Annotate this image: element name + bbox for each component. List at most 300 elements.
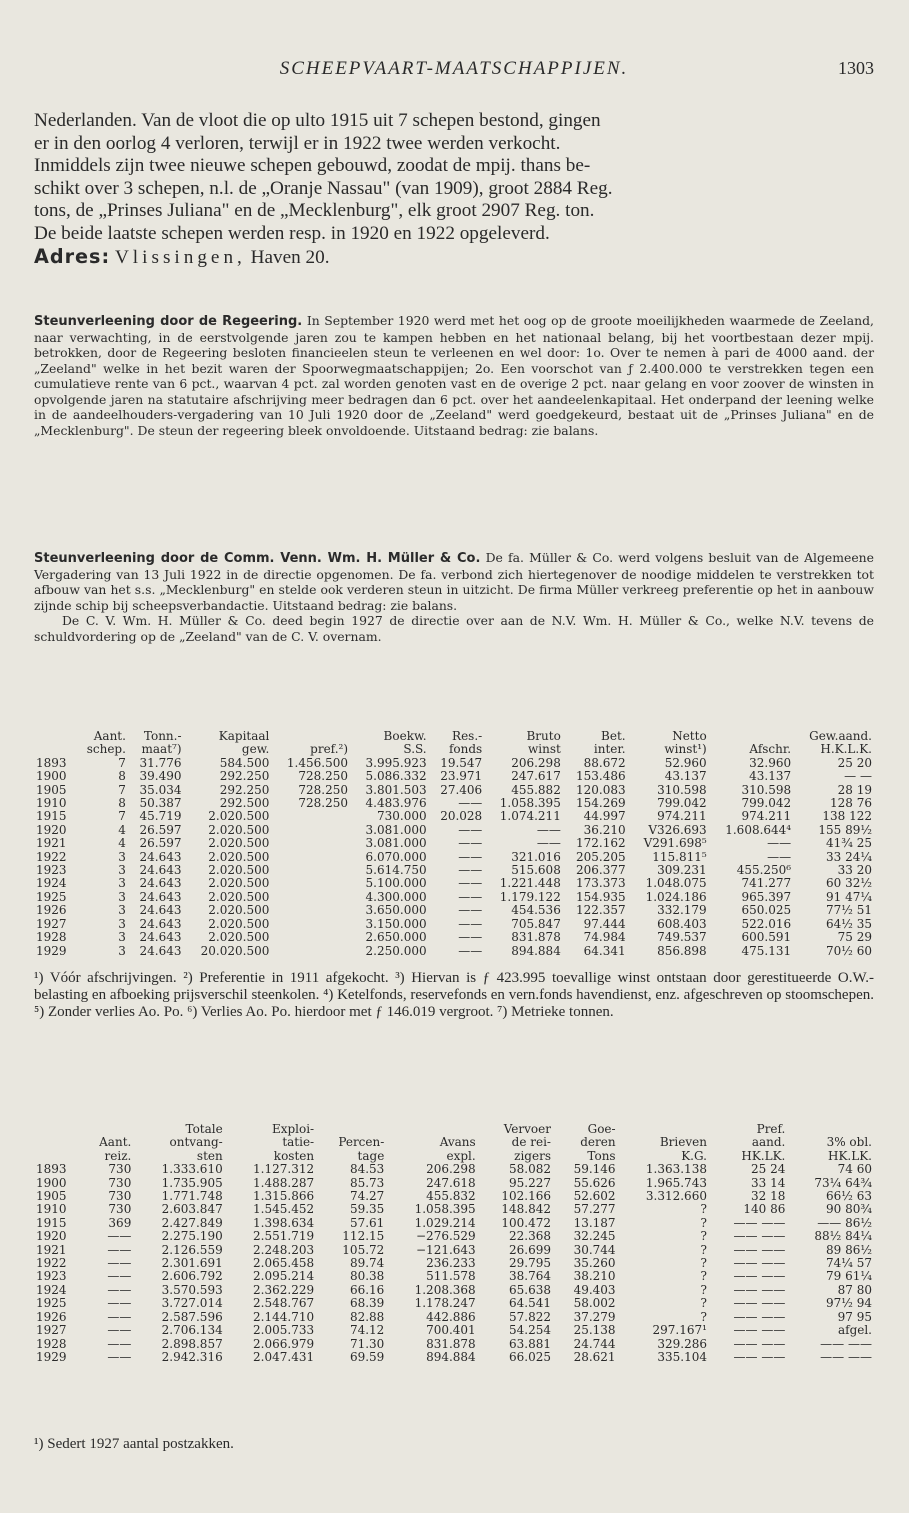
column-header: ontvang- (169, 1135, 223, 1150)
table-cell: 1.608.644⁴ (725, 822, 792, 837)
column-header (386, 1123, 477, 1136)
row-year: 1927 (36, 1323, 67, 1338)
table-cell: 122.357 (575, 903, 626, 918)
table-cell: 1.058.395 (499, 796, 561, 811)
table-cell: 26.597 (139, 822, 182, 837)
table-cell: 3 (118, 889, 126, 904)
table-cell: 33 24¼ (826, 849, 872, 864)
table-cell: 515.608 (511, 863, 561, 878)
table-cell: 5.614.750 (365, 863, 427, 878)
table-cell: —— (107, 1323, 132, 1338)
table-cell: 35.034 (139, 782, 182, 797)
table-cell: 64.541 (508, 1296, 551, 1311)
column-header: HK.LK. (828, 1148, 872, 1163)
table-cell: 965.397 (741, 889, 792, 904)
table-cell (271, 891, 350, 904)
table-cell: 89 86½ (826, 1242, 872, 1257)
row-year: 1905 (36, 1189, 67, 1204)
table-cell: 24.643 (139, 930, 182, 945)
table-cell: —— (107, 1349, 132, 1364)
table-header-row (34, 743, 874, 756)
table-cell: 2.362.229 (253, 1282, 315, 1297)
table-cell: 95.227 (508, 1175, 551, 1190)
table-cell: 1.965.743 (645, 1175, 707, 1190)
table-cell: 74.12 (349, 1323, 385, 1338)
table-cell: 1.029.214 (414, 1215, 476, 1230)
table-cell: 600.591 (741, 930, 792, 945)
table-cell: 292.250 (219, 782, 270, 797)
table-cell: 894.884 (511, 943, 561, 958)
table-cell: ? (700, 1215, 707, 1230)
column-header (34, 1150, 83, 1163)
table-cell: 2.020.500 (208, 809, 270, 824)
column-header: tatie- (282, 1135, 315, 1150)
intro-line: Nederlanden. Van de vloot die op ulto 1915 uit 7 schepen bestond, gingen (34, 110, 601, 131)
row-year: 1900 (36, 769, 67, 784)
column-header: Kapitaal (218, 729, 270, 743)
table-cell: 91 47¼ (826, 889, 872, 904)
table-cell: 894.884 (426, 1349, 476, 1364)
table-cell: ? (700, 1269, 707, 1284)
table-cell (271, 904, 350, 917)
table-cell: —— (107, 1256, 132, 1271)
section-steun-regeering (34, 313, 874, 438)
table-cell: 1.545.452 (253, 1202, 315, 1217)
table-cell: —— (458, 916, 483, 931)
table-cell: 1.179.122 (499, 889, 561, 904)
table-cell: 1.771.748 (161, 1189, 223, 1204)
table-cell: 2.020.500 (208, 889, 270, 904)
table-cell: 64.341 (583, 943, 626, 958)
table-cell: 2.020.500 (208, 822, 270, 837)
table-cell: ? (700, 1202, 707, 1217)
column-header (709, 730, 793, 743)
table-cell: 84.53 (349, 1162, 385, 1177)
row-year: 1927 (36, 916, 67, 931)
row-year: 1928 (36, 1336, 67, 1351)
table-cell: 730 (108, 1162, 132, 1177)
table-cell: 59.146 (573, 1162, 616, 1177)
table-cell: 2.250.000 (365, 943, 427, 958)
column-header: winst (528, 742, 561, 757)
table-cell: 3 (118, 876, 126, 891)
table-cell: 128 76 (830, 796, 872, 811)
table-cell: 66½ 63 (826, 1189, 872, 1204)
table-cell: 705.847 (511, 916, 561, 931)
table-cell: 74¼ 57 (826, 1256, 872, 1271)
table-cell: 2.587.596 (161, 1309, 223, 1324)
table-cell: 1.208.368 (414, 1282, 476, 1297)
column-header: Totale (185, 1122, 223, 1136)
column-header (618, 1123, 709, 1136)
table-cell: 74 60 (837, 1162, 872, 1177)
table-cell: 57.277 (573, 1202, 616, 1217)
table-row (34, 1324, 874, 1337)
table-cell: 8 (118, 796, 126, 811)
table-cell: —— (458, 863, 483, 878)
table-cell: 2.126.559 (161, 1242, 223, 1257)
column-header: Tonn.- (143, 729, 182, 743)
table-cell: 247.617 (511, 769, 561, 784)
table-cell: 70½ 60 (826, 943, 872, 958)
table-cell: 730 (108, 1202, 132, 1217)
table-cell: V326.693 (648, 822, 707, 837)
table-cell: 205.205 (575, 849, 626, 864)
table-cell: 728.250 (298, 782, 348, 797)
table-cell: —— —— (733, 1323, 786, 1338)
table-cell: 2.551.719 (253, 1229, 315, 1244)
table-cell: —— —— (733, 1282, 786, 1297)
table-cell: 1.178.247 (414, 1296, 476, 1311)
table-cell: 88.672 (583, 755, 626, 770)
table-cell: 728.250 (298, 796, 348, 811)
table-cell: 3.150.000 (365, 916, 427, 931)
table-cell: 1.221.448 (499, 876, 561, 891)
intro-line: De beide laatste schepen werden resp. in 1920 en 1922 opgeleverd. (34, 222, 550, 244)
column-header: inter. (593, 742, 626, 757)
table-cell: 2.095.214 (253, 1269, 315, 1284)
column-header: fonds (448, 742, 483, 757)
table-cell: 65.638 (508, 1282, 551, 1297)
table-cell: 455.250⁶ (736, 863, 792, 878)
table-cell: —— —— (733, 1336, 786, 1351)
table-cell: 1.024.186 (645, 889, 707, 904)
table-cell: 3.650.000 (365, 903, 427, 918)
table-cell: 44.997 (583, 809, 626, 824)
column-header: maat⁷) (141, 742, 182, 757)
section-heading: Steunverleening door de Regeering. (34, 314, 303, 329)
table-cell: 1.398.634 (253, 1215, 315, 1230)
intro-line: schikt over 3 schepen, n.l. de „Oranje Nassau" (van 1909), groot 2884 Reg. (34, 177, 613, 199)
table-row (34, 797, 874, 810)
table-cell: 6.070.000 (365, 849, 427, 864)
table-cell: 310.598 (657, 782, 707, 797)
table-cell (271, 877, 350, 890)
row-year: 1925 (36, 889, 67, 904)
table-cell: 1.058.395 (414, 1202, 476, 1217)
table-cell: 148.842 (501, 1202, 551, 1217)
table-cell: —— (107, 1336, 132, 1351)
column-header: Res.- (452, 729, 483, 743)
column-header: Avans (439, 1135, 476, 1150)
column-header (34, 1136, 83, 1149)
table-cell: —— 86½ (817, 1215, 872, 1230)
table-cell: 2.898.857 (161, 1336, 223, 1351)
table-cell: 974.211 (741, 809, 792, 824)
table-cell: 1.074.211 (499, 809, 561, 824)
section-text: De fa. Müller & Co. werd volgens besluit van de Algemeene Vergadering van 13 Juli 1922 in de directie opgenomen. De fa. verbond zich hiertegenover de noodige middelen te verstrekken tot afbouw van het s.s. „Mecklenburg" en stelde ook verderen steun in uitzicht. De firma Müller verkreeg preferentie op het in aanbouw zijnde schip bij scheepsverbandactie. Uitstaand bedrag: zie balans. (34, 550, 874, 613)
table-cell (271, 864, 350, 877)
table-cell: 8 (118, 769, 126, 784)
table-cell: 35.260 (573, 1256, 616, 1271)
table-cell: —— (107, 1242, 132, 1257)
table-cell: 455.832 (426, 1189, 476, 1204)
table-cell: 19.547 (440, 755, 483, 770)
table-cell: —— (107, 1282, 132, 1297)
table-cell: V291.698⁵ (643, 836, 707, 851)
table-header-row (34, 730, 874, 743)
column-header: Bruto (526, 729, 561, 743)
table-cell: 24.643 (139, 876, 182, 891)
column-header: Bet. (601, 729, 626, 743)
table-row (34, 757, 874, 770)
column-header: Gew.aand. (809, 729, 872, 743)
table-row (34, 945, 874, 958)
column-header: Percen- (338, 1135, 385, 1150)
table-cell: 310.598 (741, 782, 792, 797)
table-cell: 20.028 (440, 809, 483, 824)
table-cell: 153.486 (575, 769, 626, 784)
table-cell: 31.776 (139, 755, 182, 770)
table-cell: 292.250 (219, 769, 270, 784)
table-cell: 730.000 (377, 809, 427, 824)
row-year: 1926 (36, 1309, 67, 1324)
table-cell: 38.210 (573, 1269, 616, 1284)
table-row (34, 1351, 874, 1364)
table-cell: 120.083 (575, 782, 626, 797)
table-cell: 1.048.075 (645, 876, 707, 891)
table-row (34, 1257, 874, 1270)
table-cell: 89.74 (349, 1256, 385, 1271)
table-cell: 799.042 (741, 796, 792, 811)
table-cell: —— (767, 849, 792, 864)
table-cell: 28.621 (573, 1349, 616, 1364)
table-cell: 3.570.593 (161, 1282, 223, 1297)
column-header: HK.LK. (741, 1148, 786, 1163)
table-cell: —— (458, 903, 483, 918)
table-footnote: ¹) Sedert 1927 aantal postzakken. (34, 1436, 234, 1452)
table-cell: 29.795 (508, 1256, 551, 1271)
table-row (34, 1163, 874, 1176)
table-cell: 57.61 (349, 1215, 385, 1230)
table-cell: 2.650.000 (365, 930, 427, 945)
table-cell: 335.104 (657, 1349, 707, 1364)
table-cell: 1.456.500 (286, 755, 348, 770)
table-cell: 728.250 (298, 769, 348, 784)
table-cell (271, 851, 350, 864)
table-cell: 25 24 (751, 1162, 786, 1177)
table-cell: 5.086.332 (365, 769, 427, 784)
table-cell: 2.047.431 (253, 1349, 315, 1364)
table-row (34, 1177, 874, 1190)
table-cell: 2.942.316 (161, 1349, 223, 1364)
table-cell: 7 (118, 755, 126, 770)
table-cell: —— —— (733, 1349, 786, 1364)
column-header: Tons (587, 1148, 616, 1163)
table-cell: 7 (118, 809, 126, 824)
table-cell: 2.020.500 (208, 916, 270, 931)
table-row (34, 824, 874, 837)
row-year: 1923 (36, 1269, 67, 1284)
table-cell (271, 931, 350, 944)
table-cell: 97.444 (583, 916, 626, 931)
table-cell: 45.719 (139, 809, 182, 824)
table-cell: 32.245 (573, 1229, 616, 1244)
column-header: 3% obl. (826, 1135, 872, 1150)
section-steun-muller (34, 550, 874, 644)
row-year: 1921 (36, 836, 67, 851)
table-cell: 2.275.190 (161, 1229, 223, 1244)
table-row (34, 891, 874, 904)
column-header: Aant. (99, 1135, 132, 1150)
table-cell: 24.643 (139, 863, 182, 878)
table-cell: 32.960 (749, 755, 792, 770)
table-cell: 32 18 (751, 1189, 786, 1204)
table-cell: −121.643 (416, 1242, 476, 1257)
row-year: 1900 (36, 1175, 67, 1190)
table-cell: 100.472 (501, 1215, 551, 1230)
table-cell: —— —— (733, 1309, 786, 1324)
table-cell: 292.500 (219, 796, 270, 811)
table-cell (271, 918, 350, 931)
table-cell: 700.401 (426, 1323, 476, 1338)
table-cell: —— (767, 836, 792, 851)
table-footnotes: ¹) Vóór afschrijvingen. ²) Preferentie in 1911 afgekocht. ³) Hiervan is ƒ 423.995 toevallige winst ontstaan door gerestitueerde O.W.-belasting en afboeking prijsverschil steenkolen. ⁴) Ketelfonds, reservefonds en vern.fonds havendienst, enz. afgeschreven op stoomschepen. ⁵) Zonder verlies Ao. Po. ⁶) Verlies Ao. Po. hierdoor met ƒ 146.019 vergroot. ⁷) Metrieke tonnen. (34, 970, 874, 1020)
column-header: zigers (514, 1148, 551, 1163)
table-cell: 20.020.500 (200, 943, 270, 958)
table-cell: 52.602 (573, 1189, 616, 1204)
section-text: De C. V. Wm. H. Müller & Co. deed begin 1927 de directie over aan de N.V. Wm. H. Müller & Co., welke N.V. tevens de schuldvordering op de „Zeeland" van de C. V. overnam. (34, 613, 874, 644)
table-header-row (34, 1123, 874, 1136)
table-row (34, 784, 874, 797)
table-row (34, 1338, 874, 1351)
table-cell: 332.179 (657, 903, 707, 918)
column-header: Afschr. (749, 742, 792, 757)
table-cell: 3 (118, 903, 126, 918)
row-year: 1929 (36, 943, 67, 958)
page-number: 1303 (838, 58, 874, 78)
column-header: Boekw. (383, 729, 427, 743)
table-cell: —— —— (733, 1256, 786, 1271)
table-cell: —— —— (733, 1229, 786, 1244)
table-cell: —— (107, 1269, 132, 1284)
column-header: K.G. (681, 1148, 707, 1163)
row-year: 1893 (36, 1162, 67, 1177)
table-cell: 2.020.500 (208, 876, 270, 891)
table-cell: —— (458, 849, 483, 864)
table-cell: 24.643 (139, 889, 182, 904)
intro-line: Inmiddels zijn twee nieuwe schepen gebouwd, zoodat de mpij. thans be- (34, 155, 591, 177)
table-cell: 309.231 (657, 863, 707, 878)
operations-table (34, 1123, 874, 1364)
column-header (316, 1123, 386, 1136)
table-cell: 974.211 (657, 809, 707, 824)
table-cell: 60 32½ (826, 876, 872, 891)
table-cell: 66.025 (508, 1349, 551, 1364)
column-header: Aant. (93, 729, 126, 743)
table-cell: 608.403 (657, 916, 707, 931)
address-line (34, 246, 874, 270)
table-cell: 33 14 (751, 1175, 786, 1190)
table-cell: 69.59 (349, 1349, 385, 1364)
running-head: SCHEEPVAART-MAATSCHAPPIJEN. (279, 58, 629, 79)
table-cell: 4.300.000 (365, 889, 427, 904)
address-label: Adres: (34, 244, 111, 268)
table-row (34, 904, 874, 917)
table-cell: 138 122 (822, 809, 872, 824)
table-cell: 2.248.203 (253, 1242, 315, 1257)
table-cell: 154.269 (575, 796, 626, 811)
column-header: de rei- (511, 1135, 551, 1150)
column-header: S.S. (403, 742, 427, 757)
table-cell: —— —— (820, 1336, 872, 1351)
table-row (34, 1190, 874, 1203)
column-header: pref.²) (310, 742, 348, 757)
table-cell: 85.73 (349, 1175, 385, 1190)
table-cell: 87 80 (837, 1282, 872, 1297)
table-cell: 64½ 35 (826, 916, 872, 931)
table-cell: 102.166 (501, 1189, 551, 1204)
table-cell: 58.082 (508, 1162, 551, 1177)
table-cell: 57.822 (508, 1309, 551, 1324)
table-cell: 749.537 (657, 930, 707, 945)
column-header: kosten (273, 1148, 315, 1163)
table-row (34, 1244, 874, 1257)
table-cell: 41¾ 25 (826, 836, 872, 851)
column-header: H.K.L.K. (820, 742, 872, 757)
table-cell: 730 (108, 1189, 132, 1204)
table-cell: 2.548.767 (253, 1296, 315, 1311)
table-cell: 455.882 (511, 782, 561, 797)
table-cell: 2.065.458 (253, 1256, 315, 1271)
table-cell: 2.144.710 (253, 1309, 315, 1324)
table-cell: 63.881 (508, 1336, 551, 1351)
table-cell: 3 (118, 849, 126, 864)
column-header: expl. (446, 1148, 476, 1163)
table-cell: 68.39 (349, 1296, 385, 1311)
table-cell: 297.167¹ (652, 1323, 707, 1338)
table-cell: 77½ 51 (826, 903, 872, 918)
table-row (34, 877, 874, 890)
table-cell: 88½ 84¼ (814, 1229, 872, 1244)
table-cell (271, 837, 350, 850)
table-cell: 43.137 (749, 769, 792, 784)
table-cell: 80.38 (349, 1269, 385, 1284)
table-cell: 43.137 (664, 769, 707, 784)
table-cell: —— —— (733, 1269, 786, 1284)
table-cell: 1.315.866 (253, 1189, 315, 1204)
table-cell: 24.643 (139, 849, 182, 864)
table-cell: 247.618 (426, 1175, 476, 1190)
table-cell: — — (844, 769, 872, 784)
row-year: 1922 (36, 1256, 67, 1271)
table-cell: —— (458, 943, 483, 958)
table-cell: 650.025 (741, 903, 792, 918)
table-cell: 831.878 (426, 1336, 476, 1351)
table-cell: 97½ 94 (826, 1296, 872, 1311)
table-cell: 206.377 (575, 863, 626, 878)
table-cell: 5.100.000 (365, 876, 427, 891)
table-cell: ? (700, 1282, 707, 1297)
table-cell: 71.30 (349, 1336, 385, 1351)
table-cell: 37.279 (573, 1309, 616, 1324)
row-year: 1929 (36, 1349, 67, 1364)
table-cell: 25 20 (837, 755, 872, 770)
row-year: 1925 (36, 1296, 67, 1311)
row-year: 1926 (36, 903, 67, 918)
table-cell: ? (700, 1256, 707, 1271)
row-year: 1915 (36, 1215, 67, 1230)
table-cell (271, 824, 350, 837)
table-cell: 2.020.500 (208, 849, 270, 864)
table-cell: 1.333.610 (161, 1162, 223, 1177)
section-heading: Steunverleening door de Comm. Venn. Wm. H. Müller & Co. (34, 551, 481, 566)
table-cell: 75 29 (837, 930, 872, 945)
row-year: 1920 (36, 1229, 67, 1244)
row-year: 1910 (36, 1202, 67, 1217)
column-header (34, 730, 76, 743)
table-cell: 28 19 (837, 782, 872, 797)
